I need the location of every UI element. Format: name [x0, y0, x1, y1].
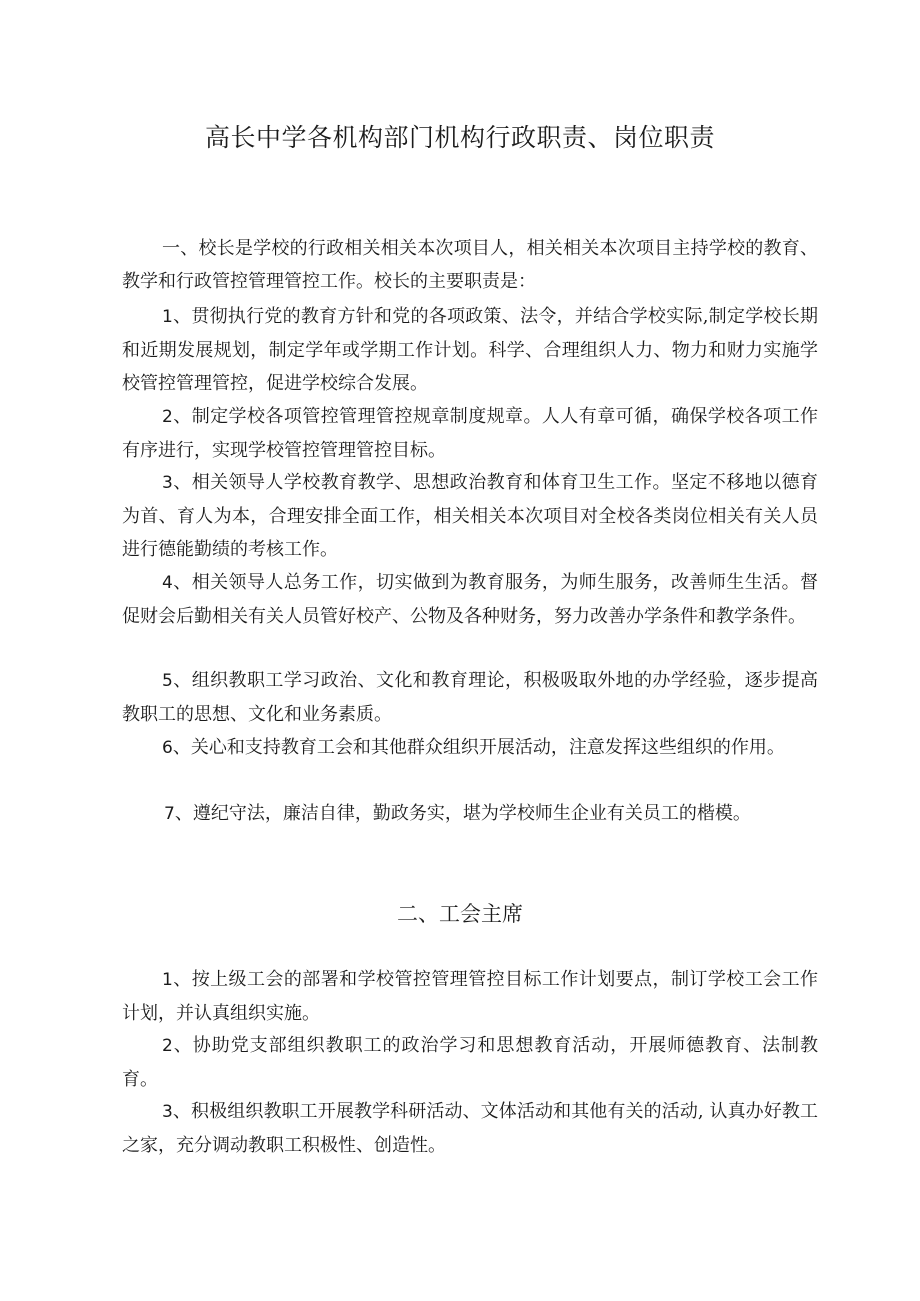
section1-item-1 [122, 300, 818, 400]
item-number: 1 [162, 307, 173, 327]
item-text: 、制定学校各项管控管理管控规章制度规章。人人有章可循，确保学校各项工作有序进行，实现学校管控管理管控目标。 [122, 406, 818, 461]
section1-item-2 [122, 400, 818, 467]
section1-item-4 [122, 566, 818, 633]
item-text: 、组织教职工学习政治、文化和教育理论，积极吸取外地的办学经验，逐步提高教职工的思想、文化和业务素质。 [122, 670, 818, 725]
item-text: 、按上级工会的部署和学校管控管理管控目标工作计划要点，制订学校工会工作计划，并认真组织实施。 [122, 969, 818, 1024]
document-title: 高长中学各机构部门机构行政职责、岗位职责 [204, 123, 715, 152]
item-number: 3 [162, 1102, 173, 1122]
item-number: 7 [164, 804, 175, 824]
section2-item-3 [122, 1095, 818, 1162]
item-number: 2 [162, 407, 173, 427]
section2-heading: 二、工会主席 [397, 902, 523, 926]
item-text: 、相关领导人学校教育教学、思想政治教育和体育卫生工作。坚定不移地以德育为首、育人为本，合理安排全面工作，相关相关本次项目对全校各类岗位相关有关人员进行德能勤绩的考核工作。 [122, 472, 818, 560]
item-text: 、遵纪守法，廉洁自律，勤政务实，堪为学校师生企业有关员工的楷模。 [174, 803, 751, 824]
item-text: 、贯彻执行党的教育方针和党的各项政策、法令，并结合学校实际,制定学校长期和近期发展规划，制定学年或学期工作计划。科学、合理组织人力、物力和财力实施学校管控管理管控，促进学校综合发展。 [122, 306, 818, 394]
item-number: 6 [162, 738, 173, 758]
item-number: 3 [162, 473, 173, 493]
item-number: 2 [162, 1036, 173, 1056]
section1-item-3 [122, 466, 818, 566]
item-number: 1 [162, 970, 173, 990]
item-number: 4 [162, 573, 173, 593]
item-text: 、积极组织教职工开展教学科研活动、文体活动和其他有关的活动, 认真办好教工之家，充分调动教职工积极性、创造性。 [122, 1101, 818, 1156]
item-text: 、关心和支持教育工会和其他群众组织开展活动，注意发挥这些组织的作用。 [172, 737, 785, 758]
section1-item-7 [122, 797, 826, 831]
section1-intro: 一、校长是学校的行政相关相关本次项目人，相关相关本次项目主持学校的教育、教学和行政管控管理管控工作。校长的主要职责是： [122, 238, 818, 292]
item-text: 、相关领导人总务工作，切实做到为教育服务，为师生服务，改善师生生活。督促财会后勤相关有关人员管好校产、公物及各种财务，努力改善办学条件和教学条件。 [122, 572, 818, 627]
section2-item-2 [122, 1029, 818, 1096]
section1-item-5 [122, 664, 818, 731]
section1-item-6 [122, 731, 818, 765]
item-number: 5 [162, 671, 173, 691]
item-text: 、协助党支部组织教职工的政治学习和思想教育活动，开展师德教育、法制教育。 [122, 1035, 818, 1090]
section2-item-1 [122, 963, 818, 1030]
